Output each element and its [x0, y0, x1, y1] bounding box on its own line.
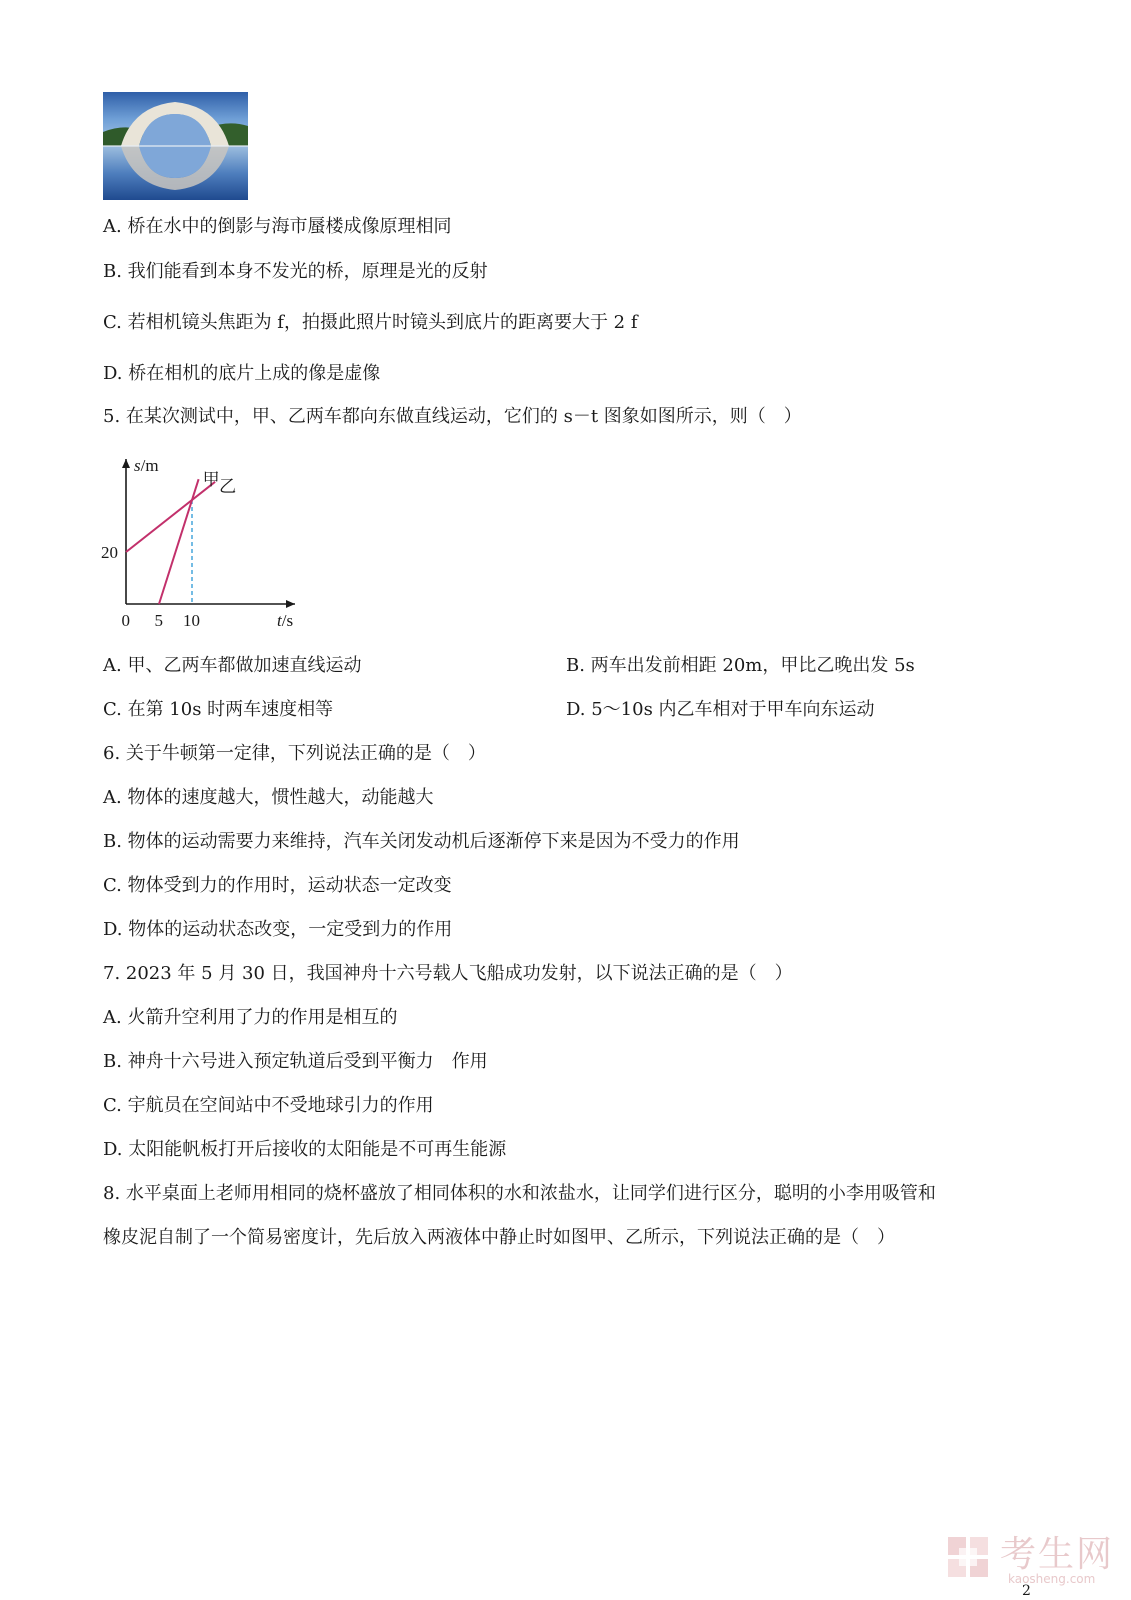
- page-number: 2: [1022, 1583, 1031, 1599]
- q7-option-a: A. 火箭升空利用了力的作用是相互的: [103, 1007, 398, 1028]
- x-tick-label-2: 10: [183, 611, 200, 630]
- q6-option-c: C. 物体受到力的作用时，运动状态一定改变: [103, 875, 452, 896]
- q6-option-d: D. 物体的运动状态改变，一定受到力的作用: [103, 919, 453, 940]
- q4-option-b: B. 我们能看到本身不发光的桥，原理是光的反射: [103, 261, 488, 282]
- q8-stem-line-1: 8. 水平桌面上老师用相同的烧杯盛放了相同体积的水和浓盐水，让同学们进行区分，聪明的小李用吸管和: [103, 1183, 936, 1204]
- y-axis-arrow: [122, 459, 130, 468]
- watermark-text: 考生网: [1000, 1534, 1115, 1575]
- q4-option-a: A. 桥在水中的倒影与海市蜃楼成像原理相同: [103, 216, 452, 237]
- series-label-1: 乙: [219, 476, 237, 496]
- x-axis-arrow: [286, 600, 295, 608]
- st-graph: [100, 455, 310, 640]
- x-tick-label-1: 5: [154, 611, 163, 630]
- x-tick-label-0: 0: [121, 611, 130, 630]
- graph-plot: [126, 479, 215, 604]
- q5-stem: 5. 在某次测试中，甲、乙两车都向东做直线运动，它们的 s－t 图象如图所示，则（ ）: [103, 406, 802, 427]
- kaosheng-logo-icon: [946, 1535, 994, 1581]
- q7-option-c: C. 宇航员在空间站中不受地球引力的作用: [103, 1095, 434, 1116]
- q6-stem: 6. 关于牛顿第一定律，下列说法正确的是（ ）: [103, 743, 486, 764]
- q7-stem: 7. 2023 年 5 月 30 日，我国神舟十六号载人飞船成功发射，以下说法正确的是（ ）: [103, 963, 793, 984]
- q7-option-d: D. 太阳能帆板打开后接收的太阳能是不可再生能源: [103, 1139, 507, 1160]
- series-label-0: 甲: [202, 470, 220, 490]
- y-axis-label: s/m: [134, 456, 159, 475]
- q8-stem-line-2: 橡皮泥自制了一个简易密度计，先后放入两液体中静止时如图甲、乙所示，下列说法正确的是（ ）: [103, 1227, 895, 1248]
- x-axis-label: t/s: [277, 611, 294, 630]
- kaosheng-watermark: [946, 1534, 1116, 1586]
- q4-option-c: C. 若相机镜头焦距为 f，拍摄此照片时镜头到底片的距离要大于 2 f: [103, 312, 638, 333]
- series-line-1: [126, 482, 215, 552]
- y-tick-label-0: 20: [101, 543, 118, 562]
- q7-option-b: B. 神舟十六号进入预定轨道后受到平衡力 作用: [103, 1051, 488, 1072]
- q5-option-d: D. 5～10s 内乙车相对于甲车向东运动: [566, 699, 875, 720]
- bridge-photo: [103, 92, 248, 200]
- q5-option-a: A. 甲、乙两车都做加速直线运动: [103, 655, 362, 676]
- q5-option-c: C. 在第 10s 时两车速度相等: [103, 699, 334, 720]
- q5-option-b: B. 两车出发前相距 20m，甲比乙晚出发 5s: [566, 655, 915, 676]
- watermark-url: kaosheng.com: [1008, 1572, 1096, 1586]
- q6-option-b: B. 物体的运动需要力来维持，汽车关闭发动机后逐渐停下来是因为不受力的作用: [103, 831, 740, 852]
- q6-option-a: A. 物体的速度越大，惯性越大，动能越大: [103, 787, 434, 808]
- q4-option-d: D. 桥在相机的底片上成的像是虚像: [103, 363, 381, 384]
